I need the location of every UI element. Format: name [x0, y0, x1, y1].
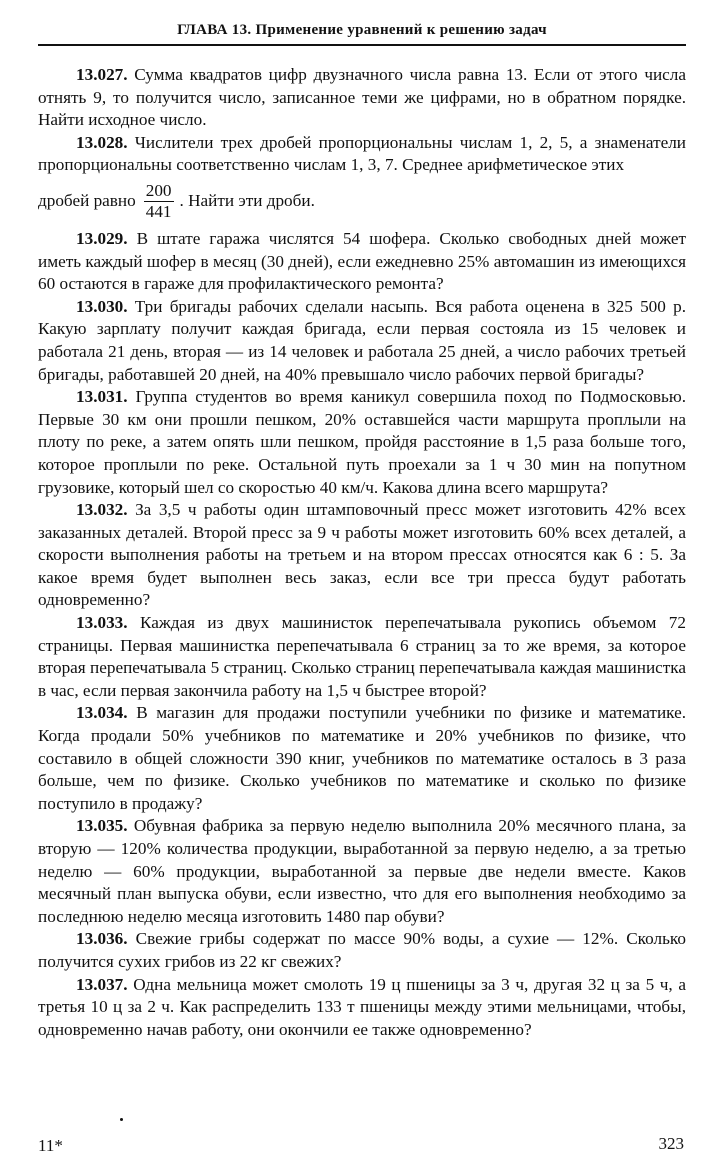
problem-text: Обувная фабрика за первую неделю выполнила 20% месячного плана, за вторую — 120% количества продукции, выработанной за первую неделю, а за третью неделю — 60% продукции, выработанной за первые две недели вместе. Каков месячный план выпуска обуви, если известно, что для его выполнения необходимо за последнюю неделю месяца изготовить 1480 пар обуви? [38, 816, 686, 926]
problem-13-034 [38, 702, 686, 815]
problem-text: Одна мельница может смолоть 19 ц пшеницы за 3 ч, другая 32 ц за 5 ч, а третья 10 ц за 2 ч. Как распределить 133 т пшеницы между этими мельницами, чтобы, одновременно начав работу, они окончили ее также одновременно? [38, 974, 686, 1039]
problem-text: Три бригады рабочих сделали насыпь. Вся работа оценена в 325 500 р. Какую зарплату получит каждая бригада, если первая состояла из 15 человек и работала 21 день, вторая — из 14 человек и работала 25 дней, а число рабочих третьей бригады, работавшей 20 дней, на 40% превышало число рабочих первой бригады? [38, 296, 686, 384]
problem-number: 13.035. [76, 816, 128, 836]
header-rule [38, 44, 686, 46]
problem-number: 13.034. [76, 703, 128, 723]
page-number: 323 [658, 1134, 684, 1153]
fraction-trail-text: . Найти эти дроби. [179, 191, 315, 211]
problem-13-027 [38, 64, 686, 132]
problem-text: Каждая из двух машинисток перепечатывала рукопись объемом 72 страницы. Первая машинистка перепечатывала 6 страниц за то же время, за которое вторая перепечатывала 5 страниц. Сколько страниц перепечатывала каждая машинистка в час, если первая закончила работу на 1,5 ч быстрее второй? [38, 613, 686, 700]
problem-number: 13.036. [76, 929, 128, 949]
print-speck [120, 1118, 123, 1121]
problem-text: В магазин для продажи поступили учебники по физике и математике. Когда продали 50% учебников по математике и 20% учебников по физике, что составило в общей сложности 390 книг, учебников по математике осталось в 3 раза больше, чем по физике. Сколько учебников по математике и сколько по физике поступило в продажу? [38, 703, 686, 813]
fraction-denominator: 441 [145, 201, 172, 221]
problem-number: 13.037. [76, 974, 128, 994]
problem-text: Свежие грибы содержат по массе 90% воды, а сухие — 12%. Сколько получится сухих грибов из 22 кг свежих? [38, 929, 686, 971]
fraction-200-441 [144, 181, 174, 222]
problem-13-037 [38, 974, 686, 1042]
problem-text: Группа студентов во время каникул совершила поход по Подмосковью. Первые 30 км они прошли пешком, 20% оставшейся части маршрута проплыли на плоту по реке, а затем опять шли пешком, пройдя расстояние в 1,5 раза больше того, которое проплыли по реке. Остальной путь проехали за 1 ч 30 мин на попутном грузовике, который шел со скоростью 40 км/ч. Какова длина всего маршрута? [38, 387, 686, 497]
fraction-lead-text: дробей равно [38, 191, 136, 211]
problem-13-029 [38, 228, 686, 296]
chapter-header: ГЛАВА 13. Применение уравнений к решению задач [177, 22, 547, 38]
problem-13-030 [38, 296, 686, 386]
problem-13-032 [38, 499, 686, 612]
problems-list [38, 64, 686, 1041]
problem-13-033 [38, 612, 686, 702]
problem-text: За 3,5 ч работы один штамповочный пресс может изготовить 42% всех заказанных деталей. Второй пресс за 9 ч работы может изготовить 60% всех деталей, а скорости выполнения работы на третьем и на втором прессах относятся как 6 : 5. За какое время будет выполнен весь заказ, если все три пресса будут работать одновременно? [38, 500, 686, 610]
problem-text: В штате гаража числятся 54 шофера. Сколько свободных дней может иметь каждый шофер в месяц (30 дней), если ежедневно 25% автомашин из имеющихся 60 остаются в гараже для профилактического ремонта? [38, 228, 686, 294]
problem-13-036 [38, 928, 686, 973]
problem-13-035 [38, 815, 686, 928]
fraction-numerator: 200 [145, 180, 172, 200]
problem-13-031 [38, 386, 686, 499]
problem-text: Числители трех дробей пропорциональны числам 1, 2, 5, а знаменатели пропорциональны соответственно числам 1, 3, 7. Среднее арифметическое этих [38, 132, 686, 175]
problem-number: 13.029. [76, 228, 128, 248]
signature-mark: 11* [38, 1136, 63, 1155]
problem-number: 13.031. [76, 387, 128, 407]
problem-number: 13.030. [76, 296, 128, 316]
problem-number: 13.033. [76, 613, 128, 633]
problem-13-028 [38, 132, 686, 177]
problem-text: Сумма квадратов цифр двузначного числа равна 13. Если от этого числа отнять 9, то получится число, записанное теми же цифрами, но в обратном порядке. Найти исходное число. [38, 65, 686, 130]
problem-number: 13.032. [76, 500, 128, 520]
problem-13-028-fraction-line [38, 181, 686, 222]
problem-number: 13.027. [76, 65, 128, 84]
problem-number: 13.028. [76, 132, 128, 152]
